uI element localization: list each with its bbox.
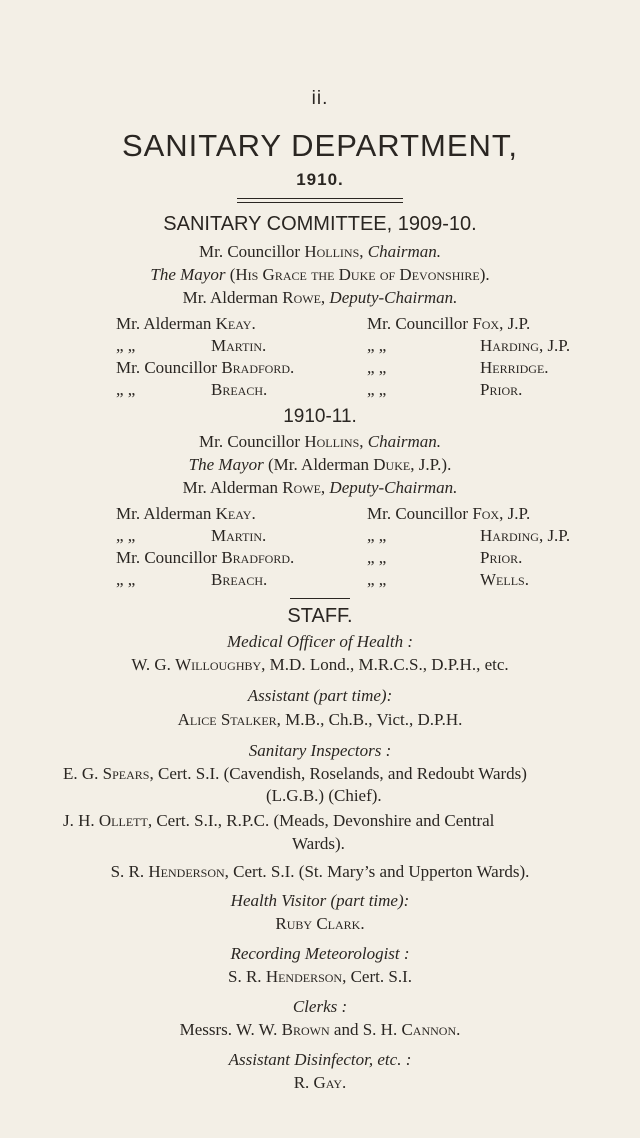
- member-bradford: Mr. Councillor Bradford.: [116, 358, 295, 377]
- moh-label: Medical Officer of Health :: [226, 632, 413, 651]
- assistant-entry: Alice Stalker, M.B., Ch.B., Vict., D.P.H.: [177, 710, 463, 729]
- disinfector-entry: R. Gay.: [293, 1073, 347, 1092]
- member-fox-1910: Mr. Councillor Fox, J.P.: [367, 504, 531, 523]
- clerks-entry: Messrs. W. W. Brown and S. H. Cannon.: [179, 1020, 461, 1039]
- meteorologist-label: Recording Meteorologist :: [230, 944, 410, 963]
- committee-1910-chairman: Mr. Councillor Hollins, Chairman.: [199, 432, 441, 451]
- member-harding-1910: „ „ Harding, J.P.: [367, 526, 571, 545]
- member-keay: Mr. Alderman Keay.: [116, 314, 256, 333]
- committee-1910-heading: 1910-11.: [283, 406, 357, 427]
- staff-heading: STAFF.: [287, 605, 353, 627]
- page-year: 1910.: [296, 170, 344, 189]
- member-herridge: „ „ Herridge.: [367, 358, 549, 377]
- member-martin-1910: „ „ Martin.: [116, 526, 267, 545]
- page-number: ii.: [311, 88, 329, 109]
- committee-1909-mayor: The Mayor (His Grace the Duke of Devonshire).: [150, 265, 490, 284]
- inspector-spears: E. G. Spears, Cert. S.I. (Cavendish, Roselands, and Redoubt Wards): [63, 764, 527, 783]
- page-title: SANITARY DEPARTMENT,: [121, 128, 519, 163]
- inspectors-label: Sanitary Inspectors :: [248, 741, 392, 760]
- member-breach: „ „ Breach.: [116, 380, 268, 399]
- member-fox: Mr. Councillor Fox, J.P.: [367, 314, 531, 333]
- committee-1910-mayor: The Mayor (Mr. Alderman Duke, J.P.).: [188, 455, 452, 474]
- title-rule-bottom: [237, 202, 403, 203]
- committee-1909-deputy: Mr. Alderman Rowe, Deputy-Chairman.: [182, 288, 458, 307]
- inspector-ollett: J. H. Ollett, Cert. S.I., R.P.C. (Meads, Devonshire and Central: [63, 811, 495, 830]
- committee-1909-heading: SANITARY COMMITTEE, 1909-10.: [163, 213, 477, 235]
- clerks-label: Clerks :: [292, 997, 348, 1016]
- health-visitor-name: Ruby Clark.: [275, 914, 365, 933]
- inspector-henderson: S. R. Henderson, Cert. S.I. (St. Mary’s and Upperton Wards).: [110, 862, 530, 881]
- member-keay-1910: Mr. Alderman Keay.: [116, 504, 256, 523]
- disinfector-label: Assistant Disinfector, etc. :: [228, 1050, 412, 1069]
- health-visitor-label: Health Visitor (part time):: [230, 891, 410, 910]
- member-wells-1910: „ „ Wells.: [367, 570, 529, 589]
- member-harding: „ „ Harding, J.P.: [367, 336, 571, 355]
- assistant-label: Assistant (part time):: [247, 686, 393, 705]
- member-bradford-1910: Mr. Councillor Bradford.: [116, 548, 295, 567]
- meteorologist-entry: S. R. Henderson, Cert. S.I.: [228, 967, 412, 986]
- moh-entry: W. G. Willoughby, M.D. Lond., M.R.C.S., D.P.H., etc.: [131, 655, 509, 674]
- inspector-spears-cont: (L.G.B.) (Chief).: [266, 786, 382, 805]
- member-prior: „ „ Prior.: [367, 380, 523, 399]
- member-prior-1910: „ „ Prior.: [367, 548, 523, 567]
- member-martin: „ „ Martin.: [116, 336, 267, 355]
- title-rule-top: [237, 198, 403, 199]
- staff-rule: [290, 598, 350, 599]
- member-breach-1910: „ „ Breach.: [116, 570, 268, 589]
- committee-1910-deputy: Mr. Alderman Rowe, Deputy-Chairman.: [182, 478, 458, 497]
- inspector-ollett-cont: Wards).: [292, 834, 345, 853]
- committee-1909-chairman: Mr. Councillor Hollins, Chairman.: [199, 242, 441, 261]
